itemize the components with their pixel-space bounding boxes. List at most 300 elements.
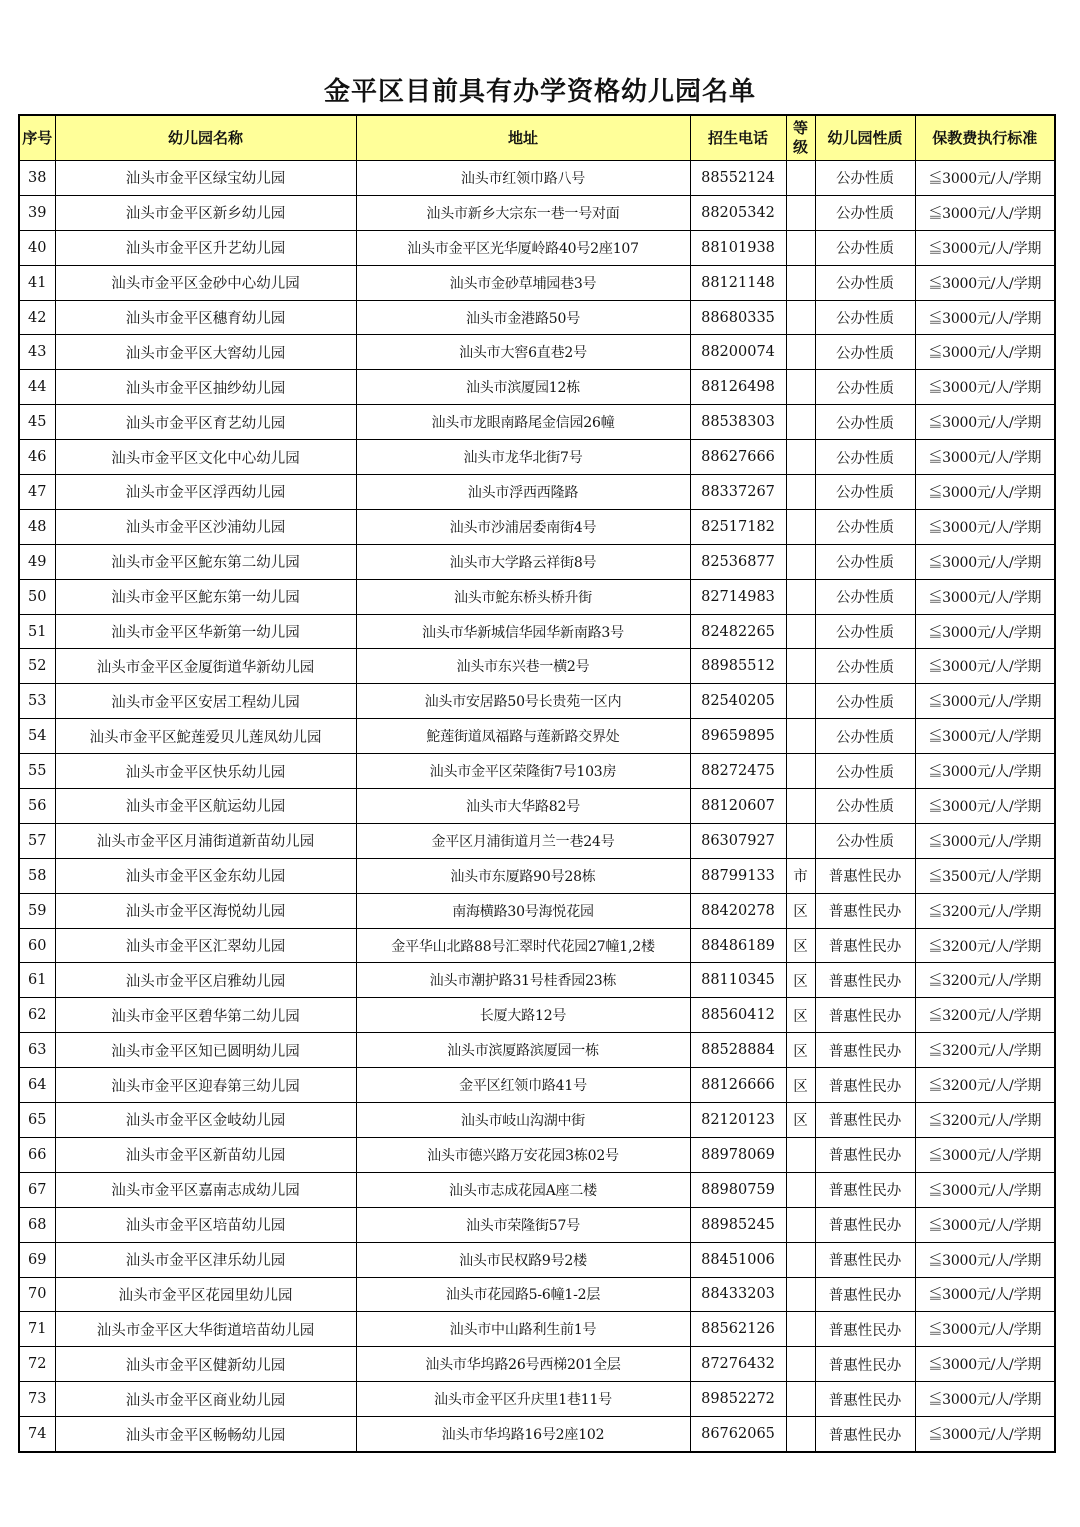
cell-grade [786, 719, 815, 754]
table-row [19, 649, 1055, 684]
table-row [19, 928, 1055, 963]
cell-phone: 88552124 [690, 161, 786, 196]
cell-fee: ≦3000元/人/学期 [915, 1277, 1055, 1312]
cell-fee: ≦3000元/人/学期 [915, 614, 1055, 649]
cell-kindergarten-name: 汕头市金平区安居工程幼儿园 [55, 684, 356, 719]
cell-kindergarten-name: 汕头市金平区金东幼儿园 [55, 858, 356, 893]
cell-seq: 56 [19, 789, 55, 824]
cell-phone: 88486189 [690, 928, 786, 963]
cell-kindergarten-name: 汕头市金平区金岐幼儿园 [55, 1103, 356, 1138]
cell-fee: ≦3000元/人/学期 [915, 1207, 1055, 1242]
cell-kindergarten-name: 汕头市金平区汇翠幼儿园 [55, 928, 356, 963]
cell-kindergarten-name: 汕头市金平区金砂中心幼儿园 [55, 265, 356, 300]
cell-grade: 市 [786, 858, 815, 893]
cell-phone: 86762065 [690, 1417, 786, 1452]
header-seq: 序号 [19, 115, 55, 161]
header-grade: 等级 [786, 115, 815, 161]
cell-nature: 普惠性民办 [815, 1033, 915, 1068]
cell-seq: 68 [19, 1207, 55, 1242]
cell-address: 汕头市金港路50号 [356, 300, 690, 335]
cell-address: 汕头市滨厦路滨厦园一栋 [356, 1033, 690, 1068]
cell-fee: ≦3200元/人/学期 [915, 1033, 1055, 1068]
cell-grade [786, 544, 815, 579]
cell-phone: 82540205 [690, 684, 786, 719]
cell-grade [786, 823, 815, 858]
table-row [19, 1312, 1055, 1347]
cell-seq: 58 [19, 858, 55, 893]
table-row [19, 823, 1055, 858]
cell-grade: 区 [786, 1068, 815, 1103]
cell-seq: 55 [19, 754, 55, 789]
cell-phone: 88985245 [690, 1207, 786, 1242]
cell-address: 汕头市大华路82号 [356, 789, 690, 824]
table-row [19, 509, 1055, 544]
cell-grade [786, 265, 815, 300]
cell-nature: 公办性质 [815, 230, 915, 265]
cell-fee: ≦3000元/人/学期 [915, 195, 1055, 230]
cell-kindergarten-name: 汕头市金平区花园里幼儿园 [55, 1277, 356, 1312]
cell-phone: 88560412 [690, 998, 786, 1033]
cell-seq: 57 [19, 823, 55, 858]
cell-phone: 89852272 [690, 1382, 786, 1417]
cell-fee: ≦3200元/人/学期 [915, 893, 1055, 928]
cell-nature: 公办性质 [815, 335, 915, 370]
table-body [19, 161, 1055, 1452]
cell-grade [786, 161, 815, 196]
table-row [19, 754, 1055, 789]
cell-kindergarten-name: 汕头市金平区穗育幼儿园 [55, 300, 356, 335]
cell-grade [786, 684, 815, 719]
header-row [19, 115, 1055, 161]
cell-seq: 71 [19, 1312, 55, 1347]
cell-kindergarten-name: 汕头市金平区月浦街道新苗幼儿园 [55, 823, 356, 858]
cell-grade: 区 [786, 928, 815, 963]
cell-grade [786, 579, 815, 614]
cell-fee: ≦3000元/人/学期 [915, 405, 1055, 440]
cell-fee: ≦3000元/人/学期 [915, 579, 1055, 614]
cell-address: 汕头市中山路利生前1号 [356, 1312, 690, 1347]
cell-seq: 47 [19, 475, 55, 510]
table-row [19, 405, 1055, 440]
cell-address: 汕头市岐山沟湖中街 [356, 1103, 690, 1138]
cell-seq: 40 [19, 230, 55, 265]
cell-address: 南海横路30号海悦花园 [356, 893, 690, 928]
cell-address: 汕头市金平区荣隆街7号103房 [356, 754, 690, 789]
cell-phone: 88205342 [690, 195, 786, 230]
cell-grade [786, 614, 815, 649]
cell-fee: ≦3000元/人/学期 [915, 265, 1055, 300]
header-phone: 招生电话 [690, 115, 786, 161]
table-row [19, 440, 1055, 475]
cell-address: 汕头市华坞路16号2座102 [356, 1417, 690, 1452]
table-row [19, 335, 1055, 370]
cell-nature: 普惠性民办 [815, 1417, 915, 1452]
cell-phone: 88120607 [690, 789, 786, 824]
cell-seq: 62 [19, 998, 55, 1033]
cell-address: 汕头市浮西西隆路 [356, 475, 690, 510]
cell-kindergarten-name: 汕头市金平区大华街道培苗幼儿园 [55, 1312, 356, 1347]
cell-nature: 公办性质 [815, 509, 915, 544]
cell-kindergarten-name: 汕头市金平区快乐幼儿园 [55, 754, 356, 789]
cell-address: 鮀莲街道凤福路与莲新路交界处 [356, 719, 690, 754]
cell-nature: 普惠性民办 [815, 928, 915, 963]
cell-fee: ≦3000元/人/学期 [915, 1312, 1055, 1347]
table-row [19, 789, 1055, 824]
cell-kindergarten-name: 汕头市金平区鮀莲爱贝儿莲凤幼儿园 [55, 719, 356, 754]
table-row [19, 1103, 1055, 1138]
cell-phone: 88200074 [690, 335, 786, 370]
cell-seq: 72 [19, 1347, 55, 1382]
cell-grade [786, 1347, 815, 1382]
cell-address: 汕头市金平区光华厦岭路40号2座107 [356, 230, 690, 265]
cell-nature: 普惠性民办 [815, 1347, 915, 1382]
cell-fee: ≦3000元/人/学期 [915, 754, 1055, 789]
table-row [19, 161, 1055, 196]
cell-fee: ≦3000元/人/学期 [915, 684, 1055, 719]
cell-seq: 45 [19, 405, 55, 440]
cell-grade [786, 230, 815, 265]
cell-fee: ≦3000元/人/学期 [915, 1347, 1055, 1382]
cell-nature: 普惠性民办 [815, 1103, 915, 1138]
table-row [19, 370, 1055, 405]
cell-address: 汕头市安居路50号长贵苑一区内 [356, 684, 690, 719]
cell-phone: 88126498 [690, 370, 786, 405]
cell-grade [786, 1312, 815, 1347]
table-row [19, 1417, 1055, 1452]
cell-kindergarten-name: 汕头市金平区嘉南志成幼儿园 [55, 1172, 356, 1207]
cell-phone: 88126666 [690, 1068, 786, 1103]
table-row [19, 858, 1055, 893]
table-row [19, 579, 1055, 614]
table-row [19, 614, 1055, 649]
cell-grade [786, 1207, 815, 1242]
table-row [19, 719, 1055, 754]
cell-fee: ≦3200元/人/学期 [915, 1068, 1055, 1103]
cell-fee: ≦3000元/人/学期 [915, 370, 1055, 405]
cell-grade [786, 509, 815, 544]
cell-fee: ≦3000元/人/学期 [915, 230, 1055, 265]
cell-seq: 69 [19, 1242, 55, 1277]
cell-kindergarten-name: 汕头市金平区沙浦幼儿园 [55, 509, 356, 544]
cell-seq: 39 [19, 195, 55, 230]
cell-kindergarten-name: 汕头市金平区新苗幼儿园 [55, 1137, 356, 1172]
cell-kindergarten-name: 汕头市金平区金厦街道华新幼儿园 [55, 649, 356, 684]
cell-kindergarten-name: 汕头市金平区育艺幼儿园 [55, 405, 356, 440]
cell-phone: 88433203 [690, 1277, 786, 1312]
cell-nature: 公办性质 [815, 405, 915, 440]
cell-seq: 65 [19, 1103, 55, 1138]
cell-seq: 73 [19, 1382, 55, 1417]
cell-fee: ≦3000元/人/学期 [915, 335, 1055, 370]
cell-seq: 49 [19, 544, 55, 579]
cell-seq: 51 [19, 614, 55, 649]
cell-address: 长厦大路12号 [356, 998, 690, 1033]
cell-grade: 区 [786, 1033, 815, 1068]
cell-seq: 46 [19, 440, 55, 475]
cell-nature: 普惠性民办 [815, 1172, 915, 1207]
cell-seq: 54 [19, 719, 55, 754]
cell-kindergarten-name: 汕头市金平区升艺幼儿园 [55, 230, 356, 265]
header-address: 地址 [356, 115, 690, 161]
cell-nature: 普惠性民办 [815, 963, 915, 998]
cell-address: 汕头市金砂草埔园巷3号 [356, 265, 690, 300]
cell-phone: 88985512 [690, 649, 786, 684]
cell-phone: 88799133 [690, 858, 786, 893]
cell-phone: 82714983 [690, 579, 786, 614]
cell-kindergarten-name: 汕头市金平区健新幼儿园 [55, 1347, 356, 1382]
cell-nature: 普惠性民办 [815, 1137, 915, 1172]
cell-kindergarten-name: 汕头市金平区新乡幼儿园 [55, 195, 356, 230]
cell-fee: ≦3000元/人/学期 [915, 440, 1055, 475]
table-row [19, 1347, 1055, 1382]
cell-address: 汕头市东兴巷一横2号 [356, 649, 690, 684]
table-row [19, 265, 1055, 300]
cell-grade [786, 1417, 815, 1452]
cell-phone: 82482265 [690, 614, 786, 649]
cell-address: 汕头市滨厦园12栋 [356, 370, 690, 405]
cell-grade [786, 405, 815, 440]
cell-seq: 66 [19, 1137, 55, 1172]
cell-nature: 普惠性民办 [815, 1312, 915, 1347]
cell-nature: 公办性质 [815, 823, 915, 858]
cell-nature: 公办性质 [815, 754, 915, 789]
cell-fee: ≦3200元/人/学期 [915, 928, 1055, 963]
cell-fee: ≦3000元/人/学期 [915, 475, 1055, 510]
header-nature: 幼儿园性质 [815, 115, 915, 161]
table-row [19, 1068, 1055, 1103]
cell-kindergarten-name: 汕头市金平区启雅幼儿园 [55, 963, 356, 998]
header-fee: 保教费执行标准 [915, 115, 1055, 161]
cell-phone: 88538303 [690, 405, 786, 440]
cell-grade [786, 649, 815, 684]
cell-grade [786, 1277, 815, 1312]
cell-nature: 普惠性民办 [815, 1207, 915, 1242]
table-row [19, 300, 1055, 335]
cell-address: 汕头市鮀东桥头桥升街 [356, 579, 690, 614]
cell-address: 汕头市红领巾路八号 [356, 161, 690, 196]
cell-grade [786, 475, 815, 510]
cell-nature: 公办性质 [815, 265, 915, 300]
cell-nature: 公办性质 [815, 684, 915, 719]
cell-nature: 公办性质 [815, 475, 915, 510]
cell-grade: 区 [786, 963, 815, 998]
cell-address: 汕头市德兴路万安花园3栋02号 [356, 1137, 690, 1172]
cell-phone: 88528884 [690, 1033, 786, 1068]
cell-seq: 44 [19, 370, 55, 405]
cell-nature: 公办性质 [815, 649, 915, 684]
cell-phone: 88110345 [690, 963, 786, 998]
table-row [19, 1172, 1055, 1207]
cell-grade: 区 [786, 893, 815, 928]
cell-fee: ≦3000元/人/学期 [915, 823, 1055, 858]
cell-phone: 82517182 [690, 509, 786, 544]
cell-address: 金平华山北路88号汇翠时代花园27幢1,2楼 [356, 928, 690, 963]
cell-kindergarten-name: 汕头市金平区津乐幼儿园 [55, 1242, 356, 1277]
cell-address: 汕头市花园路5-6幢1-2层 [356, 1277, 690, 1312]
cell-fee: ≦3200元/人/学期 [915, 963, 1055, 998]
cell-phone: 88121148 [690, 265, 786, 300]
cell-address: 汕头市华新城信华园华新南路3号 [356, 614, 690, 649]
cell-seq: 42 [19, 300, 55, 335]
cell-seq: 70 [19, 1277, 55, 1312]
cell-phone: 88562126 [690, 1312, 786, 1347]
cell-nature: 公办性质 [815, 614, 915, 649]
cell-kindergarten-name: 汕头市金平区商业幼儿园 [55, 1382, 356, 1417]
cell-phone: 88337267 [690, 475, 786, 510]
cell-phone: 82536877 [690, 544, 786, 579]
cell-kindergarten-name: 汕头市金平区碧华第二幼儿园 [55, 998, 356, 1033]
cell-phone: 86307927 [690, 823, 786, 858]
cell-fee: ≦3200元/人/学期 [915, 1103, 1055, 1138]
table-row [19, 963, 1055, 998]
table-row [19, 1277, 1055, 1312]
cell-kindergarten-name: 汕头市金平区浮西幼儿园 [55, 475, 356, 510]
cell-nature: 公办性质 [815, 161, 915, 196]
cell-address: 汕头市华坞路26号西梯201全层 [356, 1347, 690, 1382]
cell-fee: ≦3000元/人/学期 [915, 719, 1055, 754]
cell-phone: 88101938 [690, 230, 786, 265]
cell-kindergarten-name: 汕头市金平区大窖幼儿园 [55, 335, 356, 370]
table-row [19, 893, 1055, 928]
cell-grade [786, 1137, 815, 1172]
cell-kindergarten-name: 汕头市金平区华新第一幼儿园 [55, 614, 356, 649]
cell-phone: 89659895 [690, 719, 786, 754]
cell-seq: 67 [19, 1172, 55, 1207]
cell-fee: ≦3000元/人/学期 [915, 544, 1055, 579]
cell-fee: ≦3500元/人/学期 [915, 858, 1055, 893]
cell-nature: 公办性质 [815, 195, 915, 230]
cell-nature: 公办性质 [815, 300, 915, 335]
cell-fee: ≦3000元/人/学期 [915, 1382, 1055, 1417]
cell-address: 汕头市大窖6直巷2号 [356, 335, 690, 370]
cell-address: 汕头市大学路云祥街8号 [356, 544, 690, 579]
cell-seq: 38 [19, 161, 55, 196]
cell-nature: 普惠性民办 [815, 1277, 915, 1312]
cell-seq: 48 [19, 509, 55, 544]
cell-phone: 87276432 [690, 1347, 786, 1382]
cell-seq: 52 [19, 649, 55, 684]
cell-fee: ≦3200元/人/学期 [915, 998, 1055, 1033]
cell-phone: 88272475 [690, 754, 786, 789]
table-row [19, 998, 1055, 1033]
cell-address: 汕头市新乡大宗东一巷一号对面 [356, 195, 690, 230]
cell-address: 汕头市沙浦居委南街4号 [356, 509, 690, 544]
cell-fee: ≦3000元/人/学期 [915, 649, 1055, 684]
cell-fee: ≦3000元/人/学期 [915, 509, 1055, 544]
table-row [19, 1382, 1055, 1417]
cell-grade: 区 [786, 998, 815, 1033]
cell-kindergarten-name: 汕头市金平区迎春第三幼儿园 [55, 1068, 356, 1103]
cell-grade [786, 335, 815, 370]
cell-phone: 88680335 [690, 300, 786, 335]
cell-fee: ≦3000元/人/学期 [915, 1242, 1055, 1277]
cell-fee: ≦3000元/人/学期 [915, 1172, 1055, 1207]
cell-phone: 88978069 [690, 1137, 786, 1172]
cell-fee: ≦3000元/人/学期 [915, 161, 1055, 196]
cell-grade [786, 440, 815, 475]
cell-grade [786, 1242, 815, 1277]
cell-seq: 61 [19, 963, 55, 998]
cell-nature: 普惠性民办 [815, 893, 915, 928]
cell-seq: 50 [19, 579, 55, 614]
cell-phone: 82120123 [690, 1103, 786, 1138]
page-title: 金平区目前具有办学资格幼儿园名单 [323, 77, 756, 107]
table-row [19, 1242, 1055, 1277]
cell-seq: 60 [19, 928, 55, 963]
cell-nature: 公办性质 [815, 789, 915, 824]
cell-seq: 53 [19, 684, 55, 719]
cell-address: 金平区红领巾路41号 [356, 1068, 690, 1103]
cell-address: 汕头市龙眼南路尾金信园26幢 [356, 405, 690, 440]
cell-kindergarten-name: 汕头市金平区抽纱幼儿园 [55, 370, 356, 405]
cell-fee: ≦3000元/人/学期 [915, 300, 1055, 335]
cell-nature: 公办性质 [815, 440, 915, 475]
cell-grade [786, 195, 815, 230]
cell-nature: 普惠性民办 [815, 998, 915, 1033]
cell-nature: 公办性质 [815, 579, 915, 614]
cell-fee: ≦3000元/人/学期 [915, 789, 1055, 824]
cell-address: 汕头市民权路9号2楼 [356, 1242, 690, 1277]
table-row [19, 1137, 1055, 1172]
cell-seq: 63 [19, 1033, 55, 1068]
table-row [19, 195, 1055, 230]
table-row [19, 1207, 1055, 1242]
cell-seq: 43 [19, 335, 55, 370]
cell-kindergarten-name: 汕头市金平区航运幼儿园 [55, 789, 356, 824]
cell-address: 汕头市荣隆街57号 [356, 1207, 690, 1242]
cell-kindergarten-name: 汕头市金平区鮀东第二幼儿园 [55, 544, 356, 579]
cell-grade: 区 [786, 1103, 815, 1138]
cell-phone: 88980759 [690, 1172, 786, 1207]
cell-nature: 普惠性民办 [815, 1068, 915, 1103]
cell-kindergarten-name: 汕头市金平区海悦幼儿园 [55, 893, 356, 928]
cell-nature: 普惠性民办 [815, 858, 915, 893]
cell-kindergarten-name: 汕头市金平区绿宝幼儿园 [55, 161, 356, 196]
cell-grade [786, 789, 815, 824]
cell-seq: 64 [19, 1068, 55, 1103]
cell-nature: 公办性质 [815, 370, 915, 405]
cell-kindergarten-name: 汕头市金平区畅畅幼儿园 [55, 1417, 356, 1452]
table-row [19, 684, 1055, 719]
cell-seq: 59 [19, 893, 55, 928]
cell-grade [786, 370, 815, 405]
header-name: 幼儿园名称 [55, 115, 356, 161]
cell-address: 汕头市潮护路31号桂香园23栋 [356, 963, 690, 998]
cell-nature: 公办性质 [815, 719, 915, 754]
cell-nature: 普惠性民办 [815, 1242, 915, 1277]
cell-address: 金平区月浦街道月兰一巷24号 [356, 823, 690, 858]
cell-address: 汕头市龙华北街7号 [356, 440, 690, 475]
cell-kindergarten-name: 汕头市金平区培苗幼儿园 [55, 1207, 356, 1242]
table-row [19, 475, 1055, 510]
cell-phone: 88420278 [690, 893, 786, 928]
cell-grade [786, 1172, 815, 1207]
cell-kindergarten-name: 汕头市金平区知已圆明幼儿园 [55, 1033, 356, 1068]
table-row [19, 544, 1055, 579]
cell-seq: 74 [19, 1417, 55, 1452]
cell-grade [786, 300, 815, 335]
table-header [19, 115, 1055, 161]
table-row [19, 1033, 1055, 1068]
cell-nature: 公办性质 [815, 544, 915, 579]
cell-kindergarten-name: 汕头市金平区文化中心幼儿园 [55, 440, 356, 475]
cell-fee: ≦3000元/人/学期 [915, 1137, 1055, 1172]
cell-address: 汕头市东厦路90号28栋 [356, 858, 690, 893]
cell-address: 汕头市金平区升庆里1巷11号 [356, 1382, 690, 1417]
cell-nature: 普惠性民办 [815, 1382, 915, 1417]
kindergarten-table [18, 114, 1056, 1453]
cell-fee: ≦3000元/人/学期 [915, 1417, 1055, 1452]
